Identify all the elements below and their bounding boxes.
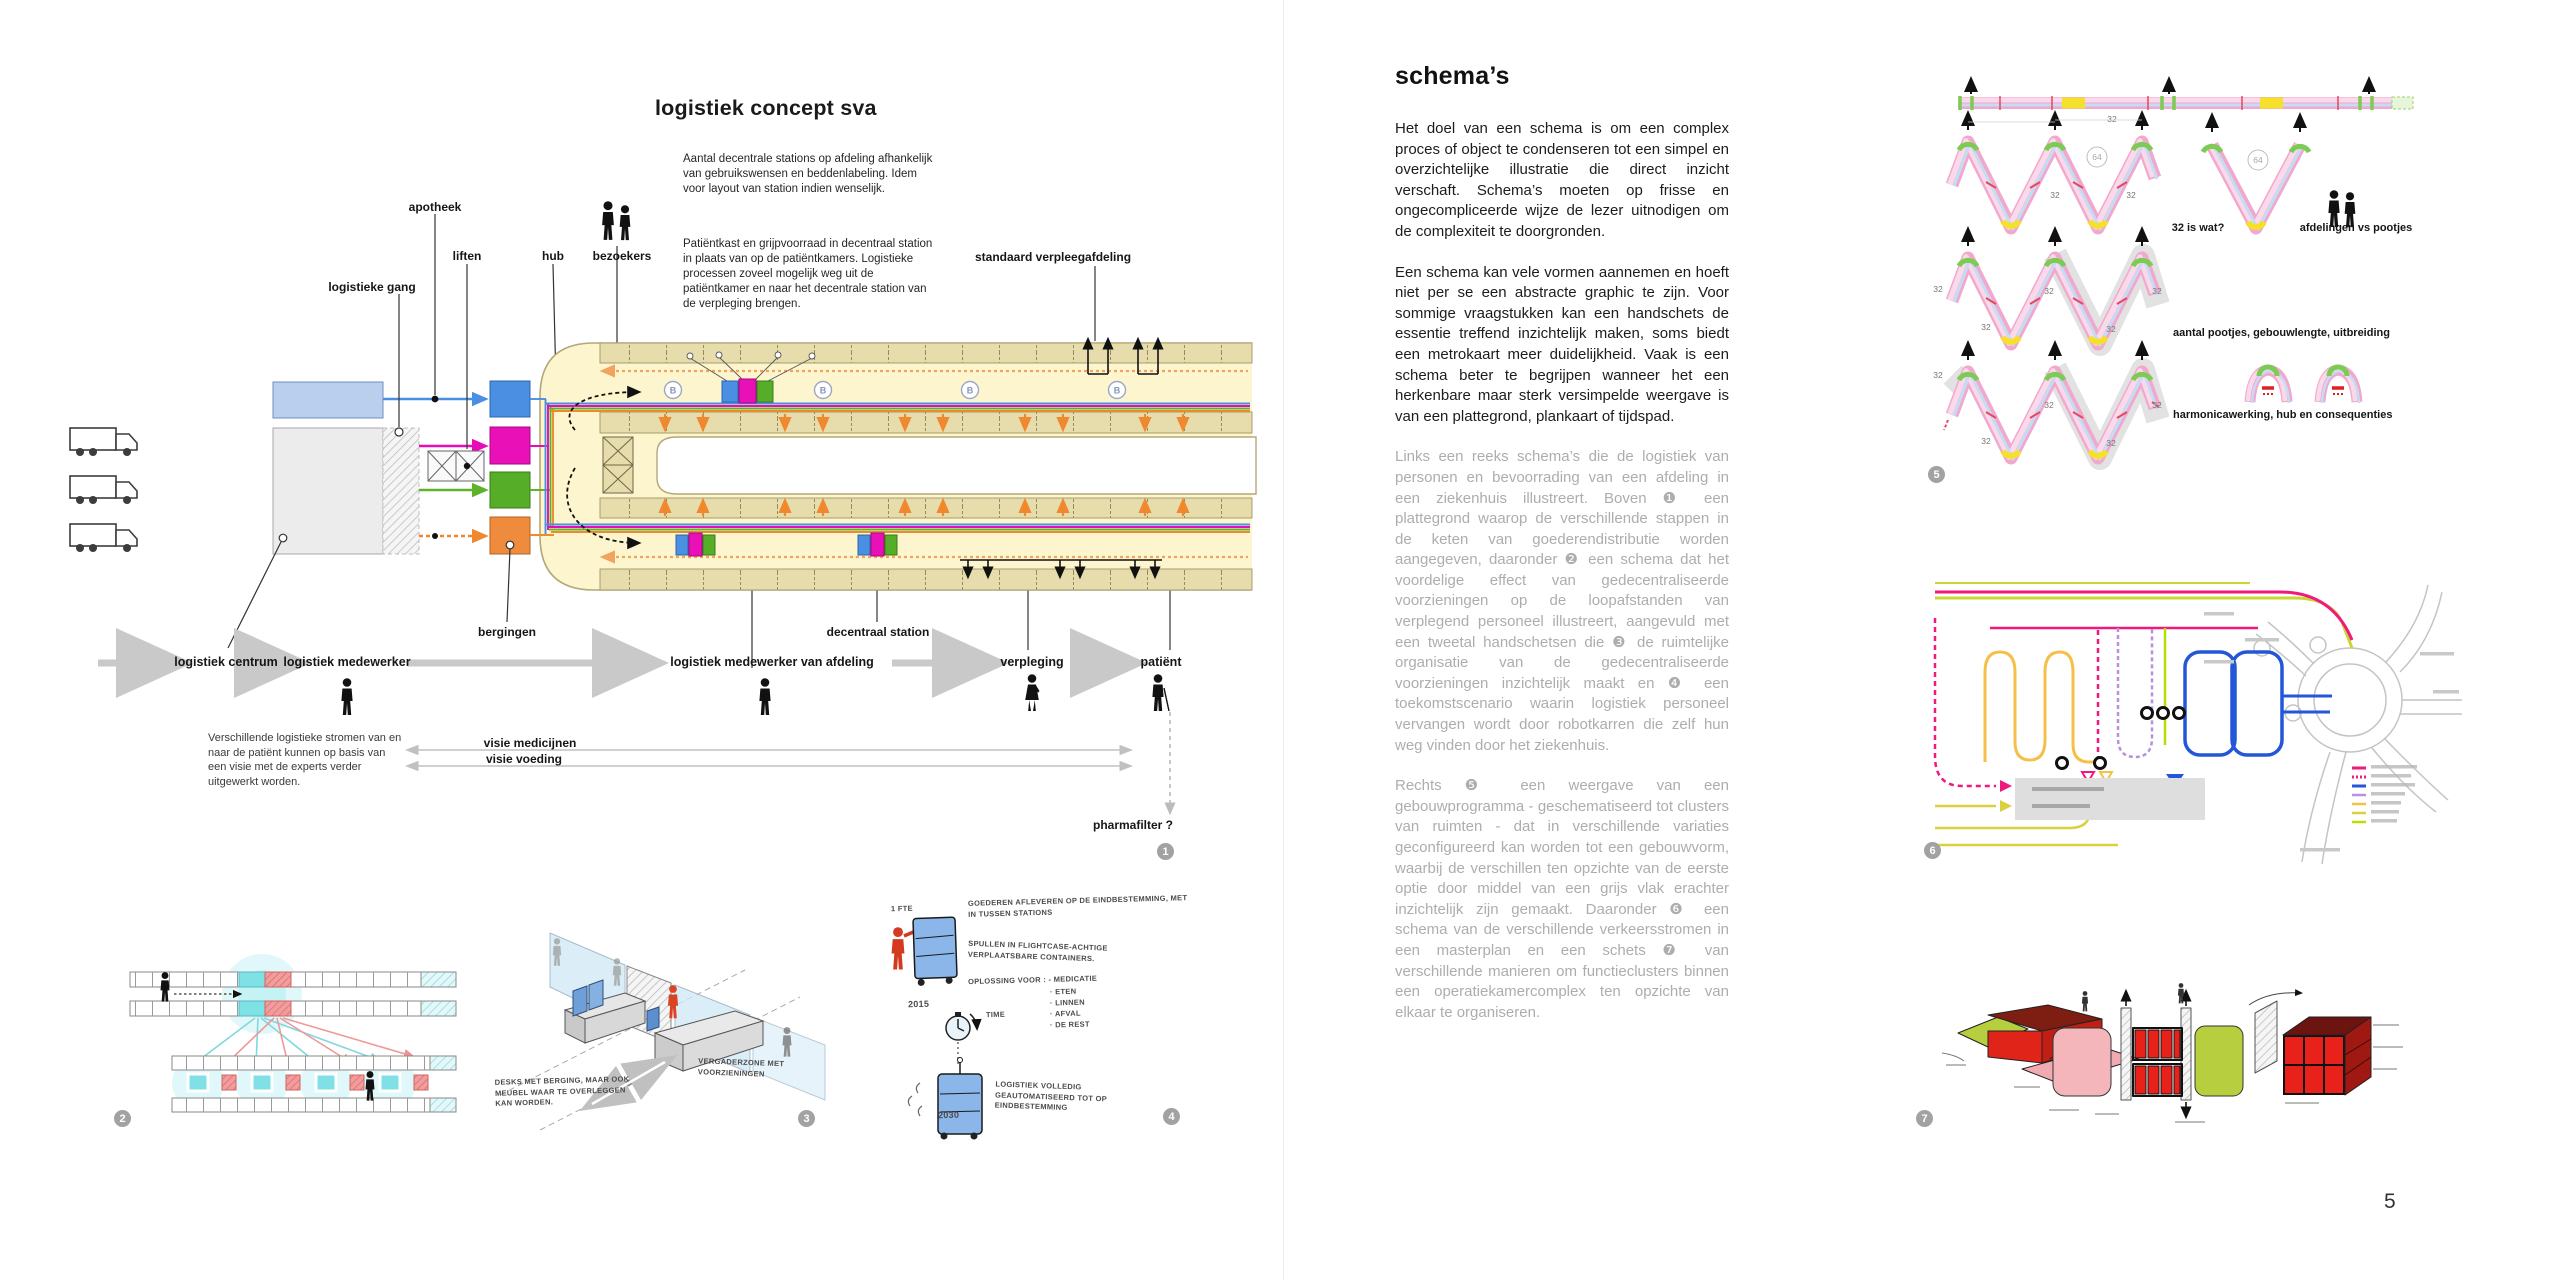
- sketch4-bullet-rest: · DE REST: [1049, 1019, 1090, 1030]
- caption-32-is-wat: 32 is wat?: [2171, 222, 2225, 234]
- label-visie-voeding: visie voeding: [485, 752, 563, 766]
- ribbon-w-rows: [1933, 114, 2359, 459]
- sketch4-line2: SPULLEN IN FLIGHTCASE-ACHTIGE VERPLAATSBARE CONTAINERS.: [967, 938, 1108, 963]
- dim-32: 32: [2107, 114, 2117, 124]
- svg-text:32: 32: [2044, 400, 2054, 410]
- logistiek-centrum-block: [273, 428, 383, 554]
- badge-6: 6: [1924, 842, 1941, 859]
- hub-box-magenta: [490, 427, 530, 464]
- cluster-sketches: [1942, 983, 2403, 1122]
- apotheek-block: [273, 382, 383, 418]
- hub-arches: [2248, 367, 2359, 403]
- page-number: 5: [2384, 1190, 2396, 1213]
- label-bezoekers: bezoekers: [592, 249, 652, 263]
- flow-patient: patiënt: [1140, 655, 1182, 669]
- b-label: B: [966, 385, 974, 396]
- label-hub: hub: [542, 249, 564, 263]
- badge-5: 5: [1928, 466, 1945, 483]
- label-apotheek: apotheek: [408, 200, 462, 214]
- paragraph-4: Rechts ❺ een weergave van een gebouwprogramma - geschematiseerd tot clusters van ruimten - dat in verschillende variaties geconfigureerd kan worden tot een gebouwvorm, waarbij de verschillen ten opzichte van de eerste optie door middel van een grijs vlak erachter inzichtelijk zijn gemaakt. Daaronder ❻ een schema van de verschillende verkeersstromen in een masterplan en een schets ❼ van verschillende manieren om functieclusters binnen een operatiekamercomplex ten opzichte van elkaar te organiseren.: [1395, 777, 1729, 1021]
- sketch4-year-2030: 2030: [937, 1109, 960, 1121]
- flow-person-icons: [341, 674, 1163, 715]
- b-label: B: [819, 385, 827, 396]
- badge-4: 4: [1163, 1108, 1180, 1125]
- svg-text:32: 32: [2106, 324, 2116, 334]
- sketch4-bullet-linnen: · LINNEN: [1049, 997, 1085, 1008]
- ribbon-straight: [1958, 80, 2413, 124]
- label-logistieke-gang: logistieke gang: [328, 280, 416, 294]
- b-label: B: [669, 385, 677, 396]
- flow-verpleging: verpleging: [1000, 655, 1064, 669]
- badge-1: 1: [1157, 843, 1174, 860]
- paragraph-3: Links een reeks schema’s die de logistiek van personen en bevoorrading van een afdeling in een ziekenhuis illustreert. Boven ❶ een plattegrond waarop de verschillende stappen in de keten van goederendistributie worden aangegeven, daaronder ❷ een schema dat het voordelige effect van gedecentraliseerde voorzieningen op de loopafstanden van verplegend personeel illustreert, aangevuld met een tweetal handschetsen die ❸ de ruimtelijke organisatie van de gedecentraliseerde voorzieningen inzichtelijk maakt en ❹ een toekomstscenario waarin logistiek personeel vervangen wordt door robotkarren die zelf hun weg vinden door het ziekenhuis.: [1395, 448, 1729, 754]
- sketch3-note-vergaderzone: VERGADERZONE MET VOORZIENINGEN: [697, 1056, 785, 1079]
- sketch4-bullet-eten: · ETEN: [1049, 986, 1077, 997]
- paragraph-1: Het doel van een schema is om een complex proces of object te condenseren tot een simpel en overzichtelijke illustratie die direct inzicht verschaft. Schema’s moeten op frisse en ongecompliceerde wijze de lezer uitnodigen om de complexiteit te doorgronden.: [1395, 120, 1729, 240]
- badge-7: 7: [1916, 1110, 1933, 1127]
- flow-logistiek-centrum: logistiek centrum: [174, 655, 278, 669]
- badge-2: 2: [114, 1110, 131, 1127]
- diagram-note-patientkast: Patiëntkast en grijpvoorraad in decentraal station in plaats van op de patiëntkamers. Logistieke processen zoveel mogelijk weg uit de patiëntkamer en naar het decentrale station van de verpleging brengen.: [683, 238, 933, 310]
- svg-text:32: 32: [2044, 286, 2054, 296]
- cane: [1164, 688, 1169, 711]
- caption-aantal-pootjes: aantal pootjes, gebouwlengte, uitbreiding: [2173, 327, 2390, 339]
- label-liften: liften: [452, 249, 482, 263]
- lift-box: [428, 451, 484, 481]
- svg-text:32: 32: [2152, 286, 2162, 296]
- label-standaard-verpleegafdeling: standaard verpleegafdeling: [975, 250, 1132, 264]
- label-decentraal-station: decentraal station: [826, 625, 930, 639]
- svg-text:32: 32: [1981, 436, 1991, 446]
- sketch4-time: TIME: [985, 1009, 1006, 1020]
- label-pharmafilter: pharmafilter ?: [1092, 818, 1174, 832]
- label-64: 64: [2253, 155, 2263, 165]
- visitors-icon: [602, 201, 630, 240]
- sketch4-line3: OPLOSSING VOOR : - MEDICATIE: [967, 973, 1098, 987]
- logistieke-gang-zone: [383, 428, 419, 554]
- b-label: B: [1113, 385, 1121, 396]
- masterplan-schema: [1935, 583, 2462, 864]
- diagram-title: logistiek concept sva: [655, 96, 877, 120]
- caption-afdelingen-vs-pootjes: afdelingen vs pootjes: [2299, 222, 2413, 234]
- flow-note: Verschillende logistieke stromen van en naar de patiënt kunnen op basis van een visie met de experts verder uitgewerkt worden.: [208, 732, 402, 788]
- harmonica-schemas: [1933, 80, 2462, 1122]
- svg-text:32: 32: [1981, 322, 1991, 332]
- hub-box-blue: [490, 381, 530, 417]
- sketch4-fte: 1 FTE: [890, 903, 914, 914]
- label-visie-medicijnen: visie medicijnen: [483, 736, 577, 750]
- sketch3-note-desks: DESKS MET BERGING, MAAR OOK MEUBEL WAAR TE OVERLEGGEN KAN WORDEN.: [494, 1074, 630, 1108]
- label-bergingen: bergingen: [477, 625, 537, 639]
- sketch-decentralisation: [130, 954, 456, 1112]
- flow-logistiek-medewerker: logistiek medewerker: [283, 655, 411, 669]
- courtyard: [657, 437, 1256, 494]
- label-64: 64: [2092, 152, 2102, 162]
- badge-3: 3: [798, 1110, 815, 1127]
- svg-text:32: 32: [2152, 400, 2162, 410]
- svg-text:32: 32: [1933, 370, 1943, 380]
- paragraph-2: Een schema kan vele vormen aannemen en hoeft niet per se een abstracte graphic te zijn. Voor sommige vraagstukken kan een handschets de essentie treffend inzichtelijk maken, soms biedt een metrokaart meer duidelijkheid. Vaak is een schema beter te begrijpen wanneer het een herkenbare maar sterk versimpelde weergave is van een plattegrond, plankaart of tijdspad.: [1395, 263, 1729, 425]
- flow-logistiek-medewerker-afdeling: logistiek medewerker van afdeling: [670, 655, 874, 669]
- svg-text:32: 32: [1933, 284, 1943, 294]
- hub-box-green: [490, 472, 530, 508]
- sketch4-line4: LOGISTIEK VOLLEDIG GEAUTOMATISEERD TOT OP EINDBESTEMMING: [994, 1079, 1108, 1113]
- svg-text:32: 32: [2050, 190, 2060, 200]
- caption-harmonicawerking: harmonicawerking, hub en consequenties: [2173, 409, 2393, 421]
- truck-icons: [70, 428, 137, 552]
- diagram-note-stations: Aantal decentrale stations op afdeling afhankelijk van gebruikswensen en beddenlabeling. Idem voor layout van station indien wenselijk.: [683, 153, 933, 195]
- text-column: [1395, 62, 1729, 1043]
- masterplan-legend: [2352, 765, 2417, 823]
- core-lifts: [603, 437, 633, 493]
- svg-text:32: 32: [2106, 438, 2116, 448]
- sketch4-bullet-afval: · AFVAL: [1049, 1008, 1081, 1019]
- svg-text:32: 32: [2126, 190, 2136, 200]
- sketch4-line1: GOEDEREN AFLEVEREN OP DE EINDBESTEMMING, MET IN TUSSEN STATIONS: [967, 893, 1188, 919]
- page-heading: schema’s: [1395, 62, 1510, 90]
- sketch4-year-2015: 2015: [907, 998, 930, 1010]
